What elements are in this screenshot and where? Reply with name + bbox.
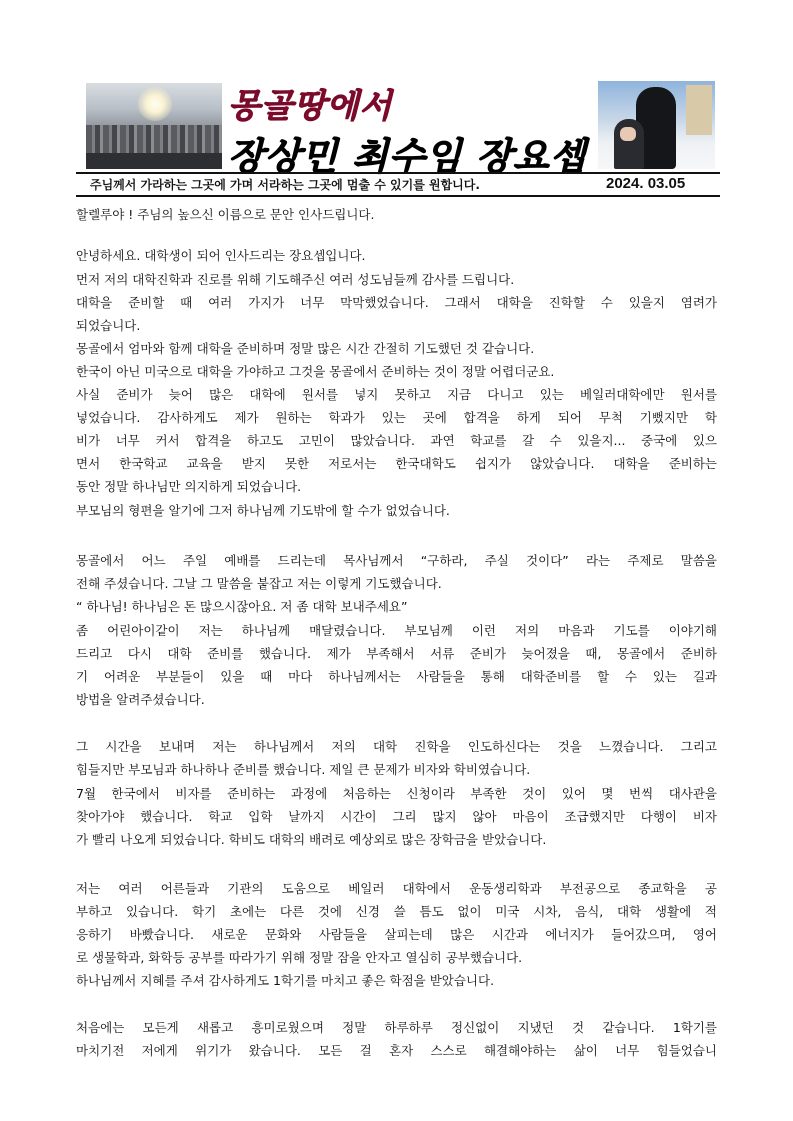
body-line-25: 7월 한국에서 비자를 준비하는 과정에 처음하는 신청이라 부족한 것이 있어 몇 번씩 대사관을 — [76, 786, 717, 801]
body-line-32: 로 생물학과, 화학등 공부를 따라가기 위해 정말 잠을 안자고 열심히 공부했습니다. — [76, 950, 523, 965]
body-line-24: 힘들지만 부모님과 하나하나 준비를 했습니다. 제일 큰 문제가 비자와 학비였습니다. — [76, 762, 531, 777]
body-line-12: 동안 정말 하나님만 의지하게 되었습니다. — [76, 479, 302, 494]
city-sunrise-photo — [86, 83, 222, 169]
body-line-35: 처음에는 모든게 새롭고 흥미로웠으며 정말 하루하루 정신없이 지냈던 것 같습니다. 1학기를 — [76, 1020, 717, 1035]
body-line-11: 면서 한국학교 교육을 받지 못한 저로서는 한국대학도 쉽지가 않았습니다. 대학을 준비하는 — [76, 456, 717, 471]
rooftop — [86, 153, 222, 169]
body-line-15: 몽골에서 어느 주일 예배를 드리는데 목사님께서 “구하라, 주실 것이다” 라는 주제로 말씀을 — [76, 553, 717, 568]
body-line-18: 좀 어린아이같이 저는 하나님께 매달렸습니다. 부모님께 이런 저의 마음과 기도를 이야기해 — [76, 623, 717, 638]
body-line-29: 저는 여러 어른들과 기관의 도움으로 베일러 대학에서 운동생리학과 부전공으로 종교학을 공 — [76, 881, 717, 896]
body-line-0: 할렐루야 ! 주님의 높으신 이름으로 문안 인사드립니다. — [76, 207, 375, 222]
body-line-27: 가 빨리 나오게 되었습니다. 학비도 대학의 배려로 예상외로 많은 장학금을 받았습니다. — [76, 832, 547, 847]
body-line-30: 부하고 있습니다. 학기 초에는 다른 것에 신경 쓸 틈도 없이 미국 시차, 음식, 대학 생활에 적 — [76, 904, 717, 919]
motto-line: 주님께서 가라하는 그곳에 가며 서라하는 그곳에 멈출 수 있기를 원합니다. — [90, 178, 480, 192]
body-line-36: 마치기전 저에게 위기가 왔습니다. 모든 걸 혼자 스스로 해결해야하는 삶이 너무 힘들었습니 — [76, 1043, 717, 1058]
family-photo — [598, 81, 715, 169]
body-line-8: 사실 준비가 늦어 많은 대학에 원서를 넣지 못하고 지금 다니고 있는 베일러대학에만 원서를 — [76, 387, 717, 402]
body-line-31: 응하기 바빴습니다. 새로운 문화와 사람들을 살피는데 많은 시간과 에너지가 들어갔으며, 영어 — [76, 927, 717, 942]
sun-shape — [138, 87, 172, 121]
body-line-6: 몽골에서 엄마와 함께 대학을 준비하며 정말 많은 시간 간절히 기도했던 것 같습니다. — [76, 341, 535, 356]
background-building — [686, 85, 712, 135]
person-face — [620, 127, 636, 141]
body-line-16: 전해 주셨습니다. 그날 그 말씀을 붙잡고 저는 이렇게 기도했습니다. — [76, 576, 442, 591]
header-rule-bottom — [76, 195, 720, 197]
title-names: 장상민 최수임 장요셉 — [228, 134, 587, 178]
body-line-4: 대학을 준비할 때 여러 가지가 너무 막막했었습니다. 그래서 대학을 진학할 수 있을지 염려가 — [76, 295, 717, 310]
body-line-17: “ 하나님! 하나님은 돈 많으시잖아요. 저 좀 대학 보내주세요” — [76, 599, 408, 614]
body-line-2: 안녕하세요. 대학생이 되어 인사드리는 장요셉입니다. — [76, 248, 366, 263]
body-line-21: 방법을 알려주셨습니다. — [76, 692, 205, 707]
body-line-13: 부모님의 형편을 알기에 그저 하나님께 기도밖에 할 수가 없었습니다. — [76, 503, 450, 518]
title-location: 몽골땅에서 — [228, 86, 393, 125]
body-line-26: 찾아가야 했습니다. 학교 입학 날까지 시간이 그리 많지 않아 마음이 조급했지만 다행이 비자 — [76, 809, 717, 824]
body-line-10: 비가 너무 커서 합격을 하고도 고민이 많았습니다. 과연 학교를 갈 수 있을지... 중국에 있으 — [76, 433, 717, 448]
body-line-3: 먼저 저의 대학진학과 진로를 위해 기도해주신 여러 성도님들께 감사를 드립니다. — [76, 272, 515, 287]
newsletter-date: 2024. 03.05 — [606, 175, 686, 192]
body-line-20: 기 어려운 부분들이 있을 때 마다 하나님께서는 사람들을 통해 대학준비를 할 수 있는 길과 — [76, 669, 717, 684]
body-line-33: 하나님께서 지혜를 주셔 감사하게도 1학기를 마치고 좋은 학점을 받았습니다. — [76, 973, 495, 988]
body-line-23: 그 시간을 보내며 저는 하나님께서 저의 대학 진학을 인도하신다는 것을 느꼈습니다. 그리고 — [76, 739, 717, 754]
newsletter-title — [226, 80, 592, 178]
body-line-5: 되었습니다. — [76, 318, 141, 333]
body-line-19: 드리고 다시 대학 준비를 했습니다. 제가 부족해서 서류 준비가 늦어졌을 때, 몽골에서 준비하 — [76, 646, 717, 661]
body-line-9: 넣었습니다. 감사하게도 제가 원하는 학과가 있는 곳에 합격을 하게 되어 무척 기뻤지만 학 — [76, 410, 717, 425]
body-line-7: 한국이 아닌 미국으로 대학을 가야하고 그것을 몽골에서 준비하는 것이 정말 어렵더군요. — [76, 364, 555, 379]
